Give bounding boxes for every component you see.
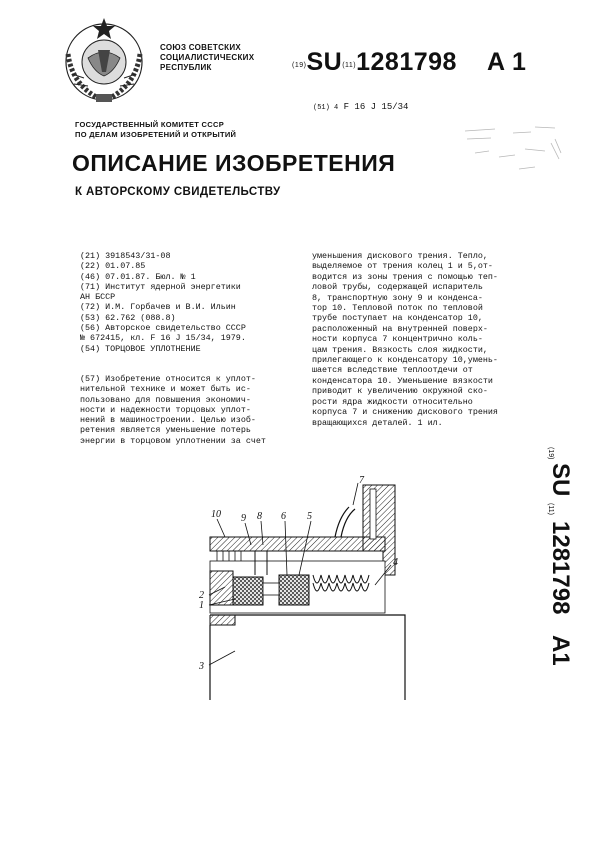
ussr-emblem-icon: [58, 14, 150, 106]
pub-country: SU: [306, 48, 343, 76]
abstract-line: трубе поступает на конденсатор 10,: [312, 313, 483, 324]
abstract-line: ности корпуса 7 концентрично коль-: [312, 334, 483, 345]
abstract-line: расположенный на внутренней поверх-: [312, 323, 488, 334]
label-3: 3: [199, 661, 204, 672]
side-tag-19: (19): [547, 447, 554, 460]
abstract-line: пользовано для повышения экономич-: [80, 394, 251, 405]
ipc-class: [313, 102, 408, 112]
abstract-line: (57) Изобретение относится к уплот-: [80, 374, 256, 384]
agency-line-2: ПО ДЕЛАМ ИЗОБРЕТЕНИЙ И ОТКРЫТИЙ: [75, 130, 237, 139]
ipc-tag: (51) 4: [313, 104, 339, 112]
side-tag-11: (11): [547, 503, 554, 515]
pub-number-value: 1281798: [356, 48, 457, 76]
side-country: SU: [547, 463, 574, 497]
biblio-line: № 672415, кл. F 16 J 15/34, 1979.: [80, 333, 246, 344]
shaft-3: [210, 615, 405, 700]
ipc-value: F 16 J 15/34: [343, 102, 409, 112]
abstract-line: уменьшения дискового трения. Тепло,: [312, 251, 488, 261]
label-7: 7: [359, 475, 364, 486]
country-line-2: СОЦИАЛИСТИЧЕСКИХ: [160, 53, 255, 62]
friction-ring-5: [279, 575, 309, 605]
seal-cross-section-drawing: [195, 475, 420, 700]
abstract-line: выделяемое от трения колец 1 и 5,от-: [312, 261, 493, 272]
biblio-line: (71) Институт ядерной энергетики: [80, 281, 241, 292]
country-line-3: РЕСПУБЛИК: [160, 63, 212, 72]
label-8: 8: [257, 511, 262, 522]
side-publication-number: [537, 445, 577, 675]
abstract-line: ретения является уменьшение потерь: [80, 425, 251, 436]
abstract-line: цам трения. Вязкость слоя жидкости,: [312, 344, 488, 355]
abstract-line: 8, транспортную зону 9 и конденса-: [312, 292, 483, 303]
biblio-line: АН БССР: [80, 292, 116, 303]
label-10: 10: [211, 509, 221, 520]
biblio-line: (54) ТОРЦОВОЕ УПЛОТНЕНИЕ: [80, 343, 201, 354]
biblio-line: (72) И.М. Горбачев и В.И. Ильин: [80, 302, 236, 313]
document-title: ОПИСАНИЕ ИЗОБРЕТЕНИЯ: [72, 150, 396, 176]
label-9: 9: [241, 513, 246, 524]
abstract-line: корпуса 7 и снижению дискового трения: [312, 407, 498, 418]
agency-line-1: ГОСУДАРСТВЕННЫЙ КОМИТЕТ СССР: [75, 120, 224, 129]
pub-tag-19: (19): [292, 62, 307, 69]
friction-ring-1: [233, 577, 263, 605]
abstract-line: тор 10. Тепловой поток по тепловой: [312, 303, 483, 314]
abstract-line: рости ядра жидкости относительно: [312, 396, 473, 407]
label-2: 2: [199, 590, 204, 601]
side-number: 1281798: [547, 521, 574, 615]
condenser-fins: [217, 551, 241, 561]
abstract-line: шается вследствие теплоотдечи от: [312, 365, 473, 376]
country-line-1: СОЮЗ СОВЕТСКИХ: [160, 43, 242, 52]
abstract-line: прилегающего к конденсатору 10,умень-: [312, 355, 498, 366]
biblio-line: (22) 01.07.85: [80, 261, 146, 272]
pub-tag-11: (11): [342, 62, 357, 69]
pub-kind: A 1: [486, 48, 527, 76]
abstract-line: водится из зоны трения с помощью теп-: [312, 271, 498, 282]
abstract-line: энергии в торцовом уплотнении за счет: [80, 435, 266, 446]
abstract-line: приводит к увеличению окружной ско-: [312, 386, 488, 397]
abstract-left-column: [80, 374, 304, 446]
stamp-mark: [455, 113, 575, 183]
label-6: 6: [281, 511, 286, 522]
biblio-line: (56) Авторское свидетельство СССР: [80, 323, 246, 334]
housing-wall: [210, 537, 385, 551]
label-5: 5: [307, 511, 312, 522]
abstract-right-column: [312, 251, 552, 428]
bibliographic-data: [80, 251, 304, 354]
abstract-line: нений в машиностроении. Целью изоб-: [80, 415, 256, 426]
side-kind: A1: [547, 635, 574, 666]
document-subtitle: К АВТОРСКОМУ СВИДЕТЕЛЬСТВУ: [75, 186, 281, 198]
biblio-line: (21) 3918543/31-08: [80, 251, 171, 261]
label-1: 1: [199, 600, 204, 611]
biblio-line: (53) 62.762 (088.8): [80, 312, 176, 323]
abstract-line: нительной технике и может быть ис-: [80, 384, 251, 395]
publication-number: [292, 48, 526, 77]
label-4: 4: [393, 557, 398, 568]
biblio-line: (46) 07.01.87. Бюл. № 1: [80, 271, 196, 282]
abstract-line: вращающихся деталей. 1 ил.: [312, 417, 443, 428]
abstract-line: ловой трубы, содержащей испаритель: [312, 282, 483, 293]
abstract-line: ности и надежности торцовых уплот-: [80, 404, 251, 415]
abstract-line: конденсатора 10. Уменьшение вязкости: [312, 375, 493, 386]
